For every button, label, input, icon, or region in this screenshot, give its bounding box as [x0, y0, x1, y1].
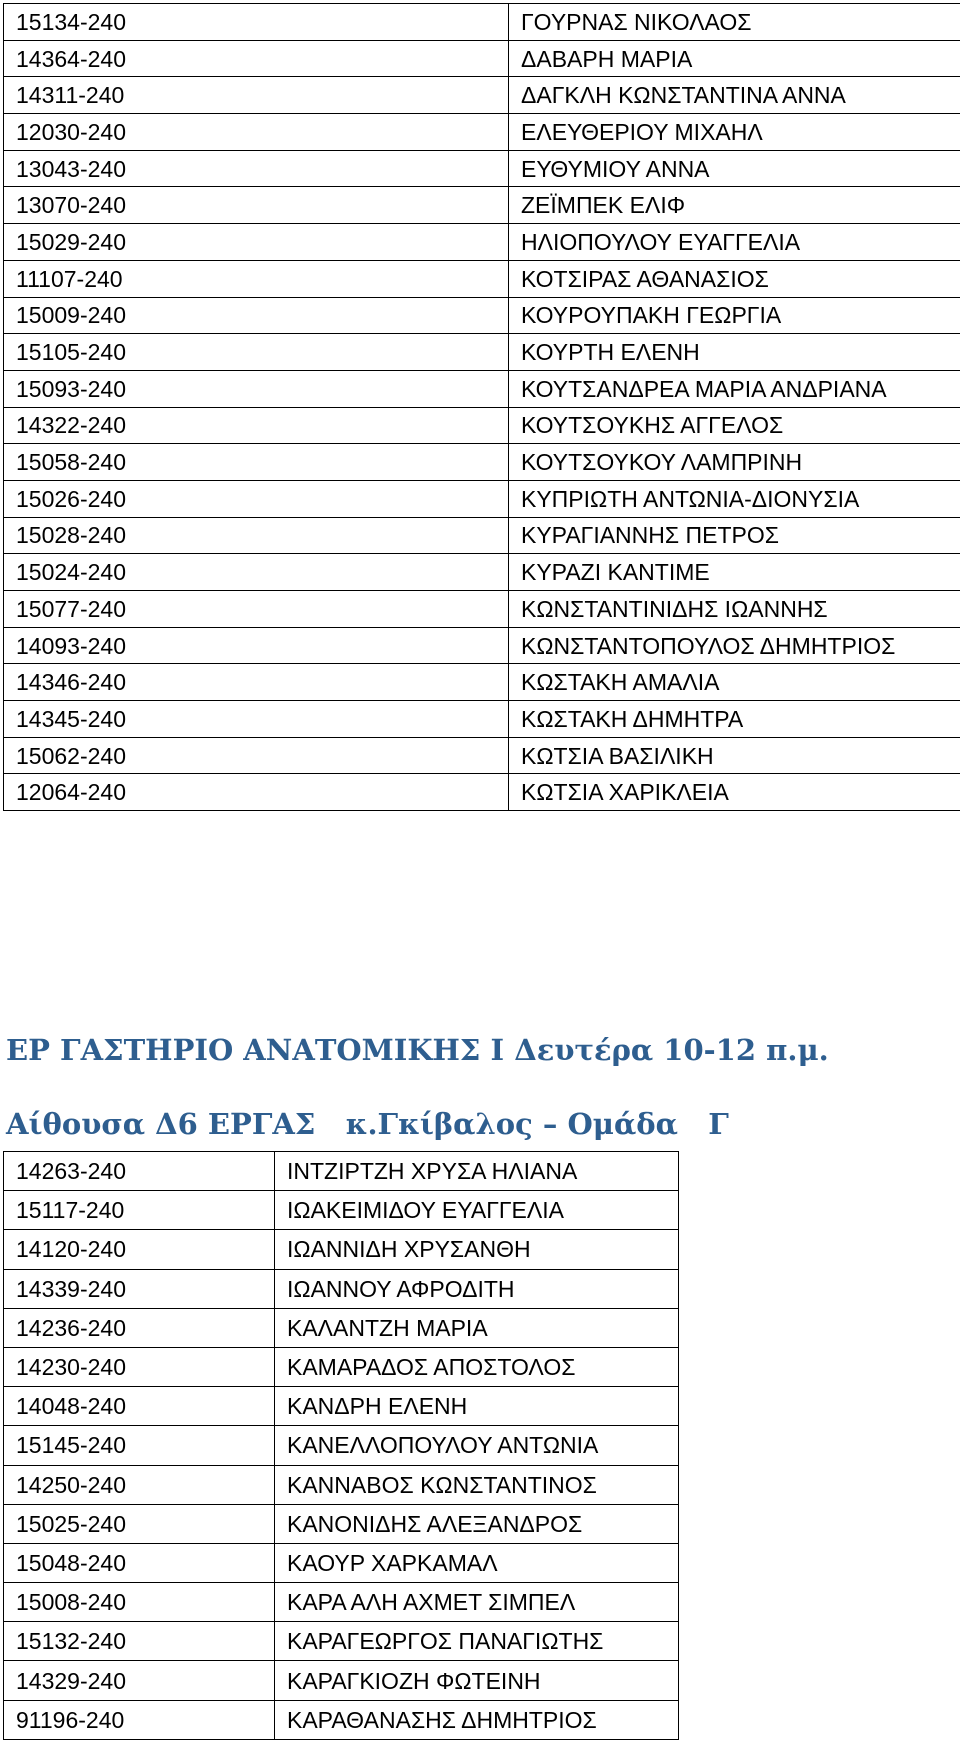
table-row [4, 77, 960, 114]
table-row [4, 1191, 679, 1230]
student-name-cell: ΔΑΒΑΡΗ ΜΑΡΙΑ [509, 40, 960, 77]
student-code-cell: 15028-240 [4, 517, 509, 554]
student-code-cell: 13070-240 [4, 187, 509, 224]
student-name-cell: ΚΩΤΣΙΑ ΒΑΣΙΛΙΚΗ [509, 737, 960, 774]
table-row [4, 480, 960, 517]
student-code-cell: 15093-240 [4, 370, 509, 407]
student-name-cell: ΚΟΤΣΙΡΑΣ ΑΘΑΝΑΣΙΟΣ [509, 260, 960, 297]
student-name-cell: ΙΩΑΚΕΙΜΙΔΟΥ ΕΥΑΓΓΕΛΙΑ [275, 1191, 679, 1230]
student-code-cell: 14322-240 [4, 407, 509, 444]
student-name-cell: ΚΑΝΟΝΙΔΗΣ ΑΛΕΞΑΝΔΡΟΣ [275, 1504, 679, 1543]
table-row [4, 1661, 679, 1700]
student-code-cell: 14311-240 [4, 77, 509, 114]
student-name-cell: ΚΩΣΤΑΚΗ ΔΗΜΗΤΡΑ [509, 701, 960, 738]
group-heading-room: Αίθουσα Δ6 ΕΡΓΑΣ κ.Γκίβαλος – Ομάδα Γ [6, 1107, 729, 1141]
student-name-cell: ΔΑΓΚΛΗ ΚΩΝΣΤΑΝΤΙΝΑ ΑΝΝΑ [509, 77, 960, 114]
student-name-cell: ΚΑΡΑ ΑΛΗ ΑΧΜΕΤ ΣΙΜΠΕΛ [275, 1583, 679, 1622]
student-name-cell: ΓΟΥΡΝΑΣ ΝΙΚΟΛΑΟΣ [509, 4, 960, 41]
table-row [4, 1622, 679, 1661]
table-row [4, 260, 960, 297]
student-name-cell: ΚΑΜΑΡΑΔΟΣ ΑΠΟΣΤΟΛΟΣ [275, 1347, 679, 1386]
table-row [4, 1347, 679, 1386]
student-table-top-body [4, 4, 960, 811]
table-row [4, 554, 960, 591]
table-row [4, 4, 960, 41]
student-code-cell: 15132-240 [4, 1622, 275, 1661]
student-code-cell: 14250-240 [4, 1465, 275, 1504]
student-name-cell: ΚΩΝΣΤΑΝΤΙΝΙΔΗΣ ΙΩΑΝΝΗΣ [509, 591, 960, 628]
student-code-cell: 15134-240 [4, 4, 509, 41]
table-row [4, 737, 960, 774]
student-table-top [3, 3, 960, 811]
student-code-cell: 15117-240 [4, 1191, 275, 1230]
student-name-cell: ΙΩΑΝΝΟΥ ΑΦΡΟΔΙΤΗ [275, 1269, 679, 1308]
student-code-cell: 14120-240 [4, 1230, 275, 1269]
student-name-cell: ΙΝΤΖΙΡΤΖΗ ΧΡΥΣΑ ΗΛΙΑΝΑ [275, 1152, 679, 1191]
table-row [4, 1387, 679, 1426]
student-name-cell: ΚΑΛΑΝΤΖΗ ΜΑΡΙΑ [275, 1308, 679, 1347]
student-name-cell: ΚΟΥΤΣΑΝΔΡΕΑ ΜΑΡΙΑ ΑΝΔΡΙΑΝΑ [509, 370, 960, 407]
student-code-cell: 14345-240 [4, 701, 509, 738]
table-row [4, 1426, 679, 1465]
student-code-cell: 15048-240 [4, 1543, 275, 1582]
student-code-cell: 14339-240 [4, 1269, 275, 1308]
table-row [4, 517, 960, 554]
table-row [4, 591, 960, 628]
student-name-cell: ΖΕΪΜΠΕΚ ΕΛΙΦ [509, 187, 960, 224]
group-heading-course: ΕΡ ΓΑΣΤΗΡΙΟ ΑΝΑΤΟΜΙΚΗΣ Ι Δευτέρα 10-12 π.μ. [6, 1033, 829, 1067]
student-name-cell: ΗΛΙΟΠΟΥΛΟΥ ΕΥΑΓΓΕΛΙΑ [509, 224, 960, 261]
table-row [4, 114, 960, 151]
student-name-cell: ΕΛΕΥΘΕΡΙΟΥ ΜΙΧΑΗΛ [509, 114, 960, 151]
student-code-cell: 15145-240 [4, 1426, 275, 1465]
table-row [4, 1152, 679, 1191]
student-name-cell: ΚΑΝΕΛΛΟΠΟΥΛΟΥ ΑΝΤΩΝΙΑ [275, 1426, 679, 1465]
student-code-cell: 14263-240 [4, 1152, 275, 1191]
student-name-cell: ΚΟΥΤΣΟΥΚΟΥ ΛΑΜΠΡΙΝΗ [509, 444, 960, 481]
student-name-cell: ΚΟΥΡΤΗ ΕΛΕΝΗ [509, 334, 960, 371]
student-code-cell: 15008-240 [4, 1583, 275, 1622]
student-code-cell: 14329-240 [4, 1661, 275, 1700]
student-table-group [3, 1151, 679, 1740]
table-row [4, 1308, 679, 1347]
table-row [4, 1269, 679, 1308]
student-name-cell: ΚΟΥΡΟΥΠΑΚΗ ΓΕΩΡΓΙΑ [509, 297, 960, 334]
student-code-cell: 15062-240 [4, 737, 509, 774]
table-row [4, 627, 960, 664]
student-code-cell: 14048-240 [4, 1387, 275, 1426]
student-code-cell: 15105-240 [4, 334, 509, 371]
student-code-cell: 13043-240 [4, 150, 509, 187]
table-row [4, 407, 960, 444]
student-name-cell: ΚΥΡΑΓΙΑΝΝΗΣ ΠΕΤΡΟΣ [509, 517, 960, 554]
student-code-cell: 12064-240 [4, 774, 509, 811]
student-code-cell: 15009-240 [4, 297, 509, 334]
table-row [4, 701, 960, 738]
student-code-cell: 91196-240 [4, 1700, 275, 1739]
table-row [4, 1543, 679, 1582]
student-table-group-body [4, 1152, 679, 1740]
table-row [4, 1504, 679, 1543]
student-name-cell: ΚΑΝΔΡΗ ΕΛΕΝΗ [275, 1387, 679, 1426]
table-row [4, 187, 960, 224]
student-code-cell: 15026-240 [4, 480, 509, 517]
student-code-cell: 14093-240 [4, 627, 509, 664]
table-row [4, 370, 960, 407]
student-name-cell: ΚΟΥΤΣΟΥΚΗΣ ΑΓΓΕΛΟΣ [509, 407, 960, 444]
student-code-cell: 14346-240 [4, 664, 509, 701]
table-row [4, 334, 960, 371]
table-row [4, 224, 960, 261]
table-row [4, 1465, 679, 1504]
table-row [4, 1700, 679, 1739]
student-name-cell: ΚΥΡΑΖΙ ΚΑΝΤΙΜΕ [509, 554, 960, 591]
student-name-cell: ΚΥΠΡΙΩΤΗ ΑΝΤΩΝΙΑ-ΔΙΟΝΥΣΙΑ [509, 480, 960, 517]
student-code-cell: 15024-240 [4, 554, 509, 591]
student-name-cell: ΚΑΡΑΓΚΙΟΖΗ ΦΩΤΕΙΝΗ [275, 1661, 679, 1700]
student-code-cell: 15029-240 [4, 224, 509, 261]
student-name-cell: ΚΑΡΑΘΑΝΑΣΗΣ ΔΗΜΗΤΡΙΟΣ [275, 1700, 679, 1739]
student-code-cell: 14364-240 [4, 40, 509, 77]
table-row [4, 1583, 679, 1622]
student-code-cell: 15025-240 [4, 1504, 275, 1543]
table-row [4, 40, 960, 77]
student-name-cell: ΚΑΡΑΓΕΩΡΓΟΣ ΠΑΝΑΓΙΩΤΗΣ [275, 1622, 679, 1661]
table-row [4, 444, 960, 481]
student-code-cell: 11107-240 [4, 260, 509, 297]
student-code-cell: 14230-240 [4, 1347, 275, 1386]
student-name-cell: ΕΥΘΥΜΙΟΥ ΑΝΝΑ [509, 150, 960, 187]
table-row [4, 1230, 679, 1269]
student-name-cell: ΚΩΣΤΑΚΗ ΑΜΑΛΙΑ [509, 664, 960, 701]
student-name-cell: ΚΑΝΝΑΒΟΣ ΚΩΝΣΤΑΝΤΙΝΟΣ [275, 1465, 679, 1504]
table-row [4, 297, 960, 334]
student-code-cell: 15058-240 [4, 444, 509, 481]
student-name-cell: ΚΩΝΣΤΑΝΤΟΠΟΥΛΟΣ ΔΗΜΗΤΡΙΟΣ [509, 627, 960, 664]
student-code-cell: 12030-240 [4, 114, 509, 151]
student-name-cell: ΚΑΟΥΡ ΧΑΡΚΑΜΑΛ [275, 1543, 679, 1582]
table-row [4, 774, 960, 811]
student-name-cell: ΙΩΑΝΝΙΔΗ ΧΡΥΣΑΝΘΗ [275, 1230, 679, 1269]
student-code-cell: 14236-240 [4, 1308, 275, 1347]
table-row [4, 150, 960, 187]
table-row [4, 664, 960, 701]
student-code-cell: 15077-240 [4, 591, 509, 628]
student-name-cell: ΚΩΤΣΙΑ ΧΑΡΙΚΛΕΙΑ [509, 774, 960, 811]
